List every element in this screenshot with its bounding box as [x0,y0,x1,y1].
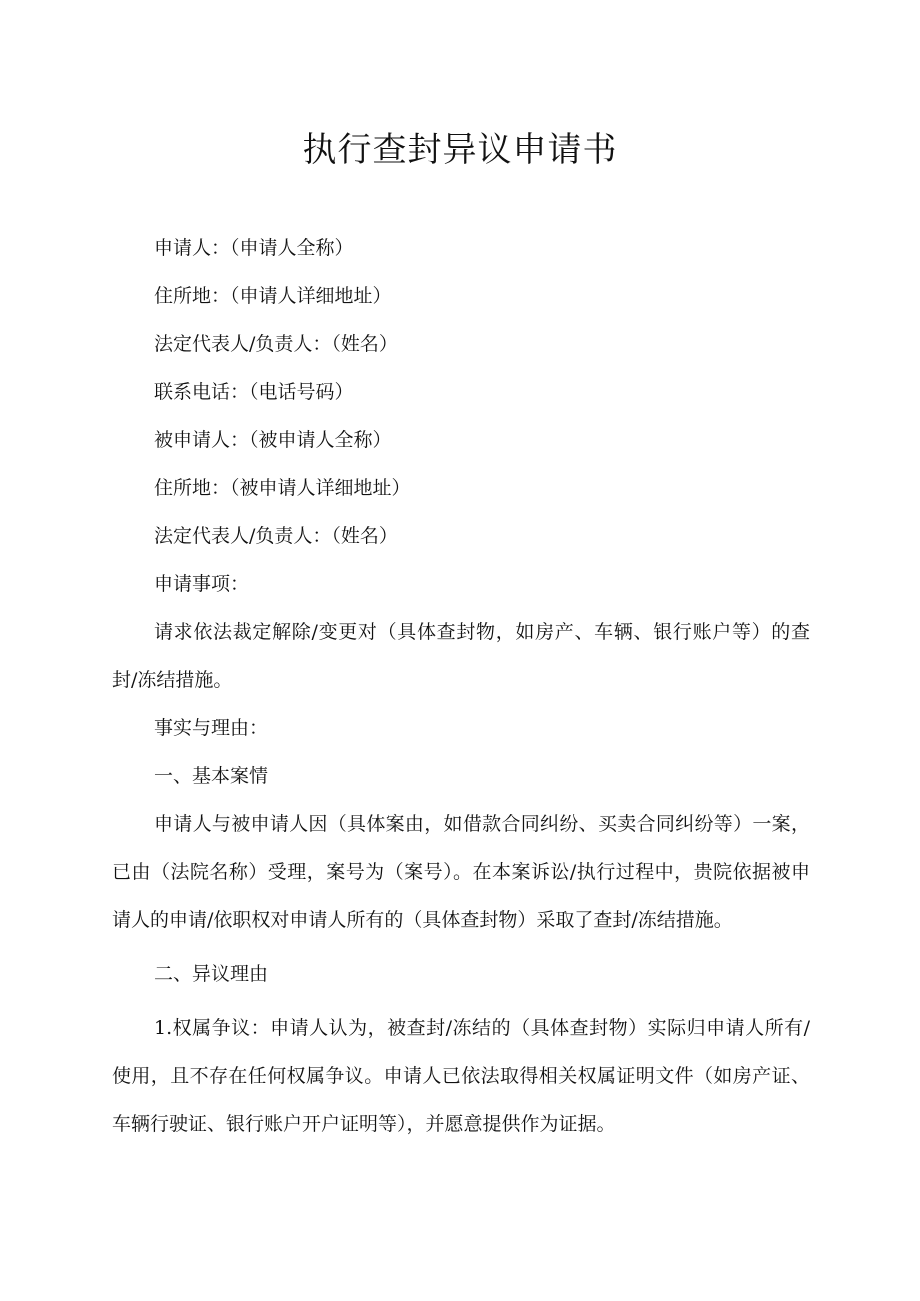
applicant-representative-line: 法定代表人/负责人：（姓名） [154,333,398,355]
request-body: 请求依法裁定解除/变更对（具体查封物，如房产、车辆、银行账户等）的查封/冻结措施。 [112,621,810,691]
phone-line: 联系电话：（电话号码） [154,381,354,403]
document-body [112,224,810,1148]
section1-body: 申请人与被申请人因（具体案由，如借款合同纠纷、买卖合同纠纷等）一案，已由（法院名称）受理，案号为（案号）。在本案诉讼/执行过程中，贵院依据被申请人的申请/依职权对申请人所有的（具体查封物）采取了查封/冻结措施。 [112,813,810,931]
respondent-line: 被申请人：（被申请人全称） [154,429,392,451]
applicant-line: 申请人：（申请人全称） [154,237,354,259]
section1-heading: 一、基本案情 [154,765,269,787]
document-title: 执行查封异议申请书 [302,130,618,170]
request-heading: 申请事项： [154,573,250,595]
section2-item1: 1.权属争议：申请人认为，被查封/冻结的（具体查封物）实际归申请人所有/使用，且不存在任何权属争议。申请人已依法取得相关权属证明文件（如房产证、车辆行驶证、银行账户开户证明等），并愿意提供作为证据。 [112,1017,810,1135]
section2-heading: 二、异议理由 [154,963,269,985]
respondent-representative-line: 法定代表人/负责人：（姓名） [154,525,398,547]
applicant-address-line: 住所地：（申请人详细地址） [154,285,392,307]
facts-heading: 事实与理由： [154,717,269,739]
respondent-address-line: 住所地：（被申请人详细地址） [154,477,411,499]
